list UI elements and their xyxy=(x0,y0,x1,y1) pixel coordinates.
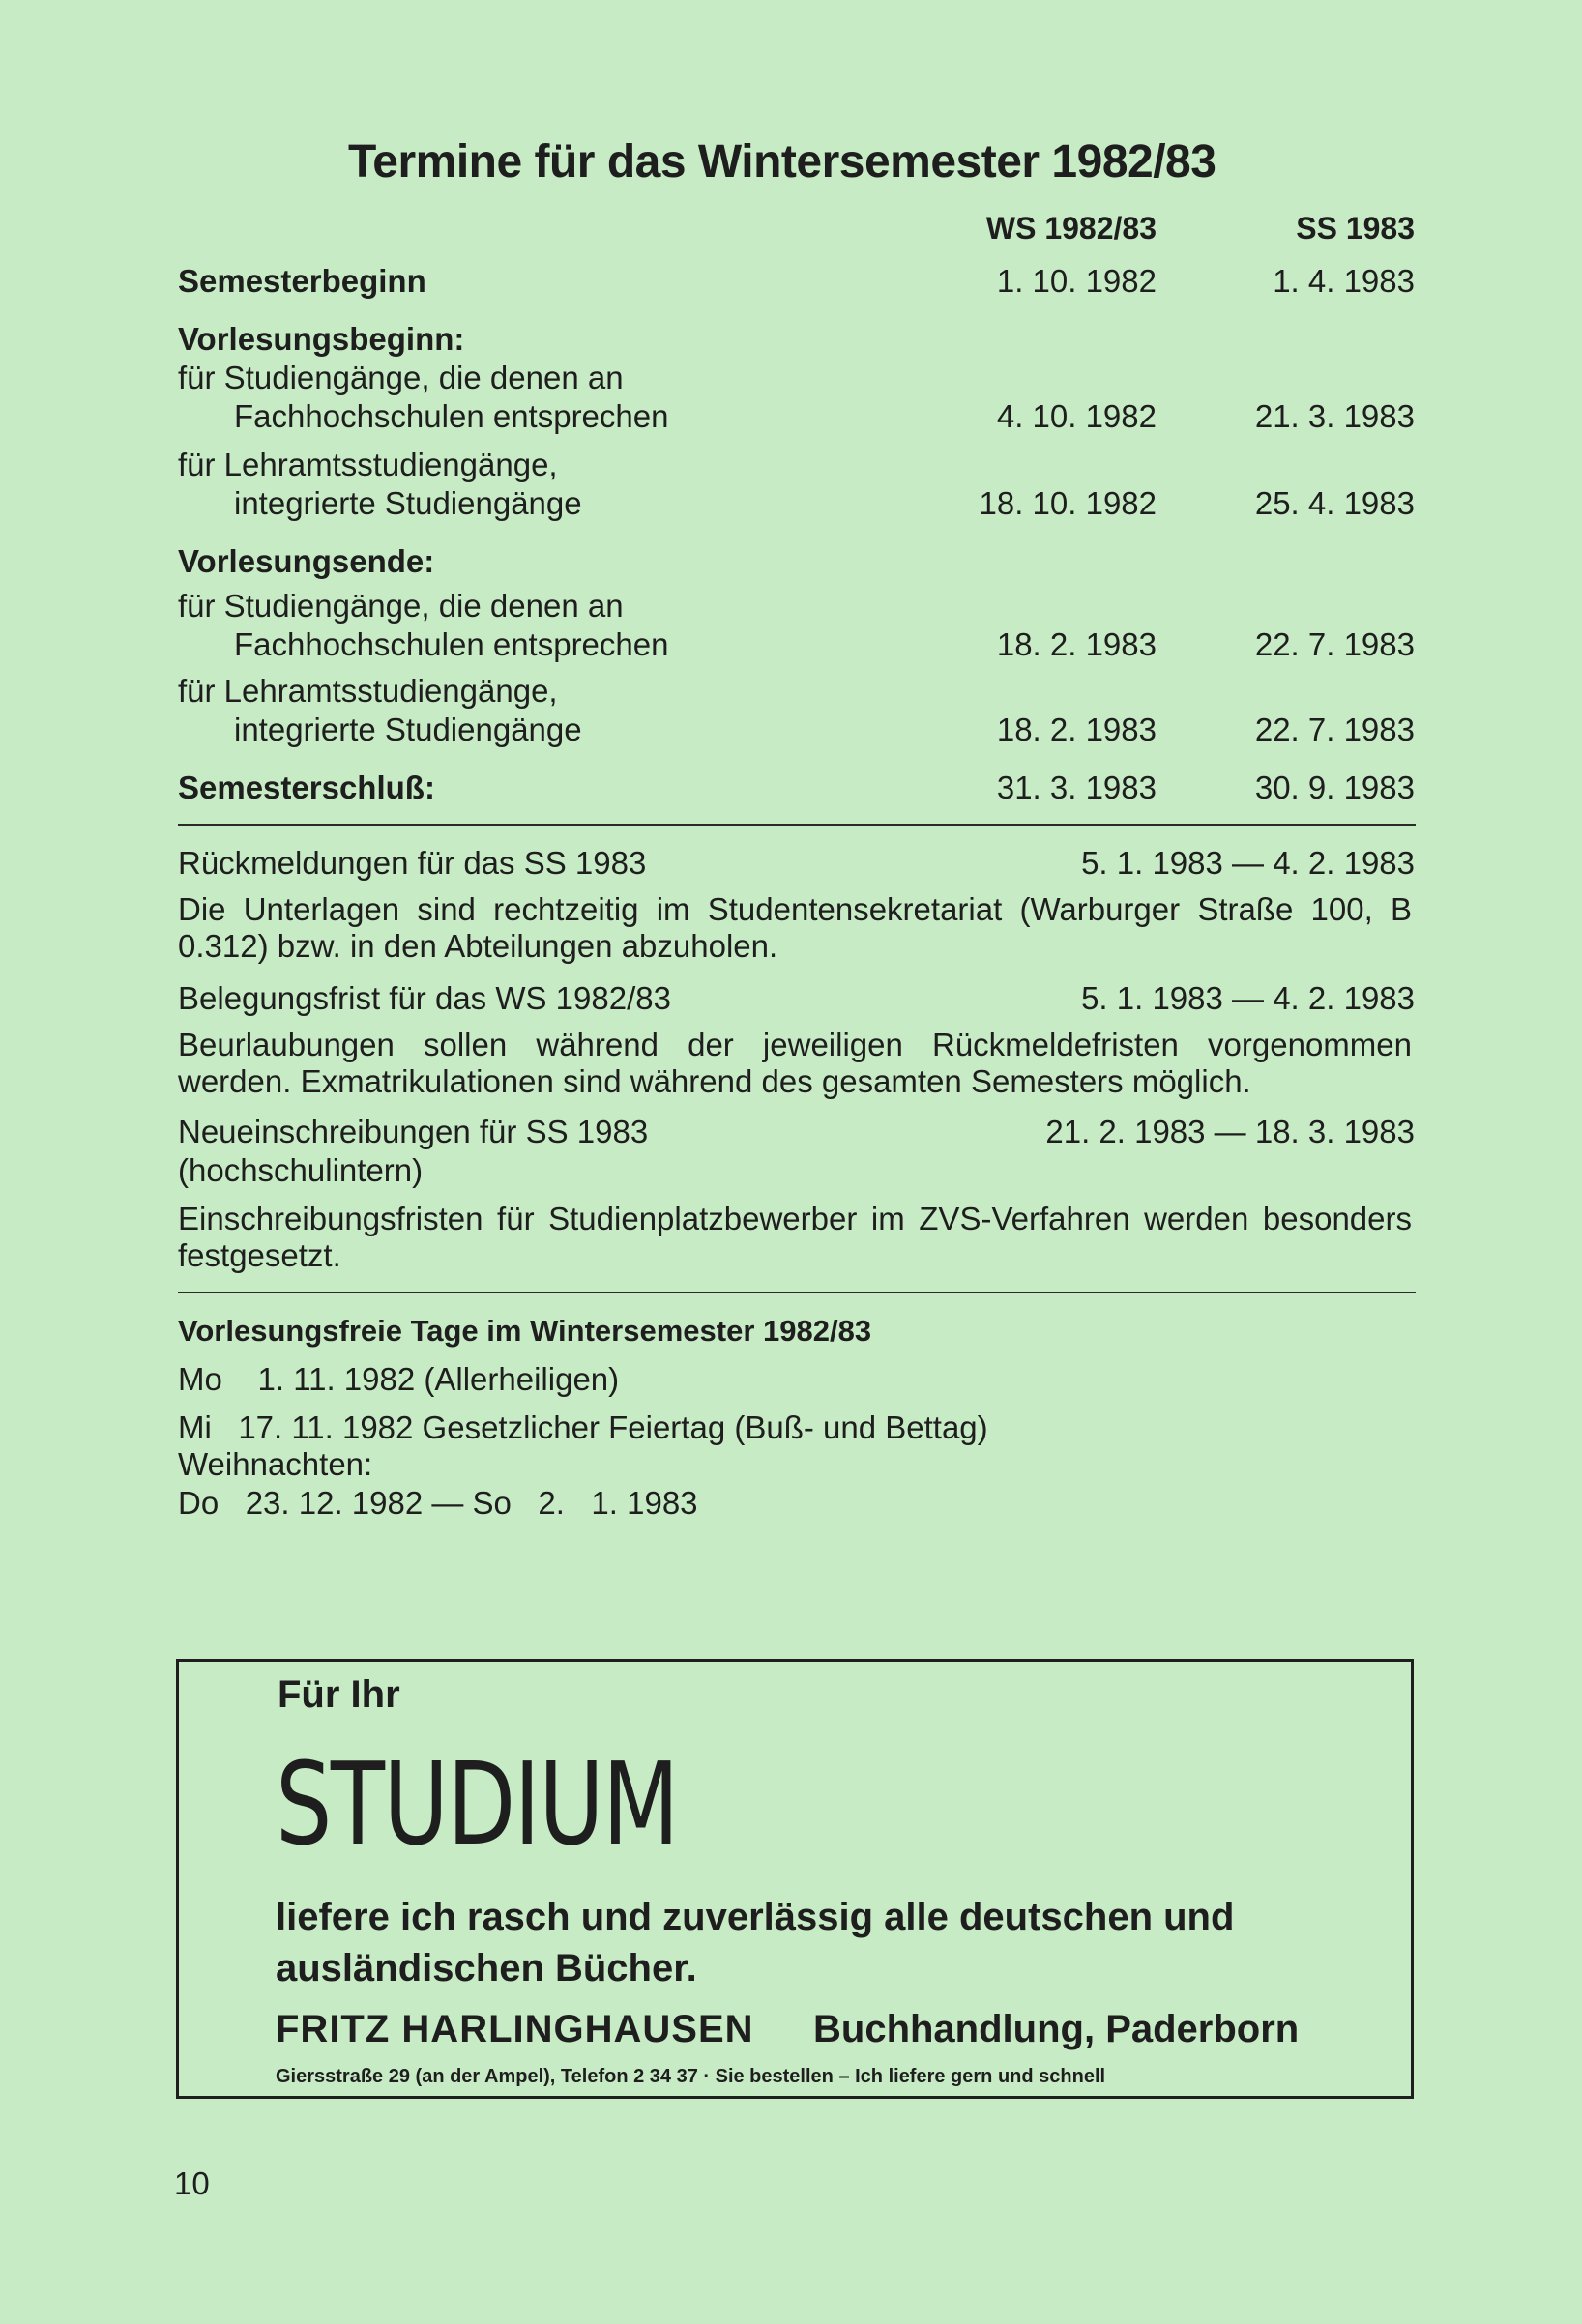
divider xyxy=(178,1292,1416,1293)
ss-date: 30. 9. 1983 xyxy=(1254,770,1415,805)
ws-date: 18. 2. 1983 xyxy=(996,626,1157,662)
beurlaubung-note: Beurlaubungen sollen während der jeweiligen Rückmeldefristen vorgenommen werden. Exmatrikulationen sind während des gesamten Semesters möglich. xyxy=(178,1027,1412,1099)
rueckmeldung-dates: 5. 1. 1983 — 4. 2. 1983 xyxy=(1081,845,1415,881)
column-header-ss: SS 1983 xyxy=(1296,211,1415,246)
belegung-label: Belegungsfrist für das WS 1982/83 xyxy=(178,980,671,1016)
holiday-line: Mo 1. 11. 1982 (Allerheiligen) xyxy=(178,1361,620,1397)
ad-intro: Für Ihr xyxy=(278,1673,400,1716)
row-label: Semesterbeginn xyxy=(178,263,426,299)
belegung-dates: 5. 1. 1983 — 4. 2. 1983 xyxy=(1081,980,1415,1016)
ad-text: liefere ich rasch und zuverlässig alle deutschen und ausländischen Bücher. xyxy=(276,1896,1235,1990)
row-label: für Lehramtsstudiengänge, xyxy=(178,447,558,482)
holidays-heading: Vorlesungsfreie Tage im Wintersemester 1982/83 xyxy=(178,1314,872,1348)
neueinschreibung-label: Neueinschreibungen für SS 1983 xyxy=(178,1114,649,1149)
ss-date: 25. 4. 1983 xyxy=(1254,485,1415,521)
ad-shop: Buchhandlung, Paderborn xyxy=(813,2008,1300,2050)
section-heading: Vorlesungsbeginn: xyxy=(178,321,465,357)
row-label: für Studiengänge, die denen an xyxy=(178,588,624,624)
page-title: Termine für das Wintersemester 1982/83 xyxy=(348,136,1216,188)
ss-date: 1. 4. 1983 xyxy=(1273,263,1415,299)
page-number: 10 xyxy=(174,2165,210,2201)
holiday-line: Weihnachten: xyxy=(178,1446,373,1482)
ss-date: 22. 7. 1983 xyxy=(1254,626,1415,662)
row-label: integrierte Studiengänge xyxy=(234,485,582,521)
ss-date: 22. 7. 1983 xyxy=(1254,712,1415,747)
row-label: für Lehramtsstudiengänge, xyxy=(178,673,558,709)
column-header-ws: WS 1982/83 xyxy=(985,211,1157,246)
section-heading: Vorlesungsende: xyxy=(178,543,435,579)
row-label: für Studiengänge, die denen an xyxy=(178,360,624,395)
rueckmeldung-label: Rückmeldungen für das SS 1983 xyxy=(178,845,647,881)
ws-date: 18. 2. 1983 xyxy=(996,712,1157,747)
holiday-line: Do 23. 12. 1982 — So 2. 1. 1983 xyxy=(178,1485,698,1521)
holiday-line: Mi 17. 11. 1982 Gesetzlicher Feiertag (Buß- und Bettag) xyxy=(178,1409,988,1445)
zvs-note: Einschreibungsfristen für Studienplatzbewerber im ZVS-Verfahren werden besonders festgesetzt. xyxy=(178,1201,1412,1273)
neueinschreibung-note: (hochschulintern) xyxy=(178,1152,424,1188)
divider xyxy=(178,824,1416,826)
ws-date: 1. 10. 1982 xyxy=(996,263,1157,299)
advertisement-box xyxy=(176,1659,1414,2099)
ws-date: 18. 10. 1982 xyxy=(979,485,1157,521)
ad-footer: Giersstraße 29 (an der Ampel), Telefon 2 34 37 · Sie bestellen – Ich liefere gern und schnell xyxy=(276,2066,1106,2087)
ad-headline: STUDIUM xyxy=(276,1737,678,1871)
neueinschreibung-dates: 21. 2. 1983 — 18. 3. 1983 xyxy=(1045,1114,1415,1149)
row-label: Fachhochschulen entsprechen xyxy=(234,398,669,434)
row-label: Fachhochschulen entsprechen xyxy=(234,626,669,662)
unterlagen-note: Die Unterlagen sind rechtzeitig im Studentensekretariat (Warburger Straße 100, B 0.312) bzw. in den Abteilungen abzuholen. xyxy=(178,891,1412,964)
ad-company-name: FRITZ HARLINGHAUSEN xyxy=(276,2008,754,2050)
ws-date: 31. 3. 1983 xyxy=(996,770,1157,805)
row-label: integrierte Studiengänge xyxy=(234,712,582,747)
row-label: Semesterschluß: xyxy=(178,770,435,805)
ws-date: 4. 10. 1982 xyxy=(996,398,1157,434)
ss-date: 21. 3. 1983 xyxy=(1254,398,1415,434)
